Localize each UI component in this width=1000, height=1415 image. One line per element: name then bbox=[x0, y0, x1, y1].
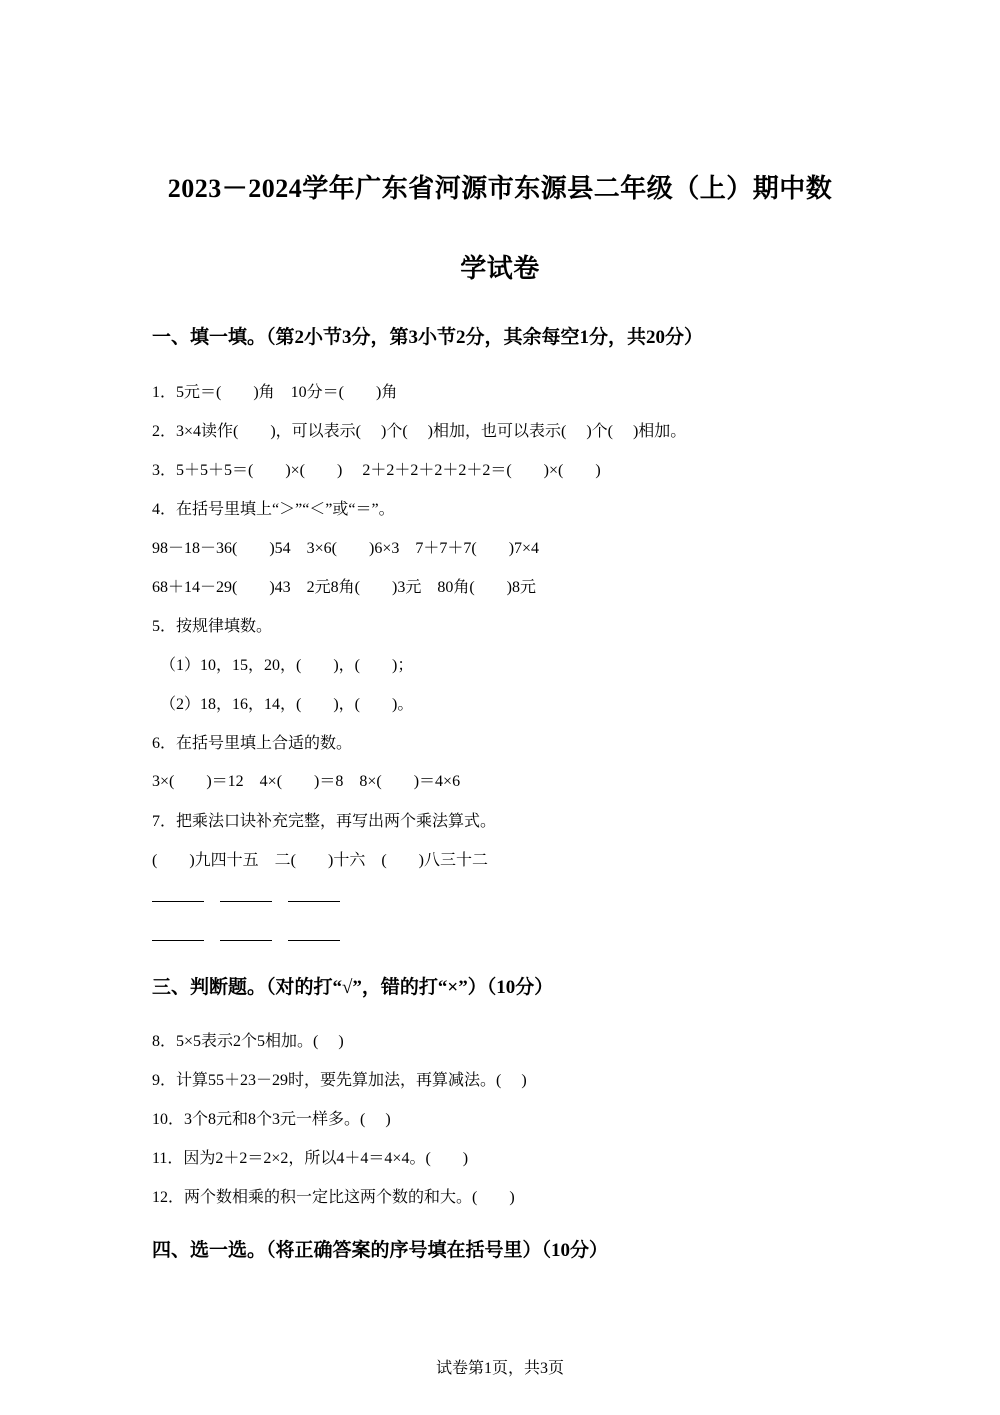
question-1: 1．5元＝( )角 10分＝( )角 bbox=[152, 384, 398, 401]
answer-blank[interactable] bbox=[288, 940, 340, 941]
question-4: 4．在括号里填上“＞”“＜”或“＝”。 bbox=[152, 501, 395, 518]
question-7-row: ( )九四十五 二( )十六 ( )八三十二 bbox=[152, 852, 488, 869]
question-12: 12．两个数相乘的积一定比这两个数的和大。( ) bbox=[152, 1189, 515, 1206]
question-5-part-2: （2）18，16，14，( )，( )。 bbox=[160, 696, 414, 713]
section-true-false-heading: 三、判断题。（对的打“√”，错的打“×”）（10分） bbox=[152, 977, 554, 998]
answer-blank[interactable] bbox=[152, 940, 204, 941]
answer-blank[interactable] bbox=[220, 901, 272, 902]
answer-blank[interactable] bbox=[220, 940, 272, 941]
question-6-row: 3×( )＝12 4×( )＝8 8×( )＝4×6 bbox=[152, 773, 461, 790]
question-5-part-1: （1）10，15，20，( )，( )； bbox=[160, 657, 414, 674]
answer-blank[interactable] bbox=[152, 901, 204, 902]
question-6: 6．在括号里填上合适的数。 bbox=[152, 735, 353, 752]
question-2: 2．3×4读作( )，可以表示( )个( )相加，也可以表示( )个( )相加。 bbox=[152, 423, 687, 440]
title-line-1: 2023－2024学年广东省河源市东源县二年级（上）期中数 bbox=[167, 174, 833, 203]
question-10: 10．3个8元和8个3元一样多。( ) bbox=[152, 1111, 391, 1128]
page-footer: 试卷第1页，共3页 bbox=[435, 1360, 564, 1377]
section-multiple-choice-heading: 四、选一选。（将正确答案的序号填在括号里）（10分） bbox=[152, 1240, 609, 1261]
answer-blank[interactable] bbox=[288, 901, 340, 902]
question-3: 3．5＋5＋5＝( )×( ) 2＋2＋2＋2＋2＋2＝( )×( ) bbox=[152, 462, 601, 479]
question-8: 8．5×5表示2个5相加。( ) bbox=[152, 1033, 344, 1050]
question-7: 7．把乘法口诀补充完整，再写出两个乘法算式。 bbox=[152, 813, 497, 830]
section-fill-in-heading: 一、填一填。（第2小节3分，第3小节2分，其余每空1分，共20分） bbox=[152, 327, 704, 348]
question-4-row-1: 98－18－36( )54 3×6( )6×3 7＋7＋7( )7×4 bbox=[152, 540, 540, 557]
question-5: 5．按规律填数。 bbox=[152, 618, 273, 635]
title-line-2: 学试卷 bbox=[460, 254, 540, 283]
question-9: 9．计算55＋23－29时，要先算加法，再算减法。( ) bbox=[152, 1072, 527, 1089]
question-4-row-2: 68＋14－29( )43 2元8角( )3元 80角( )8元 bbox=[152, 579, 536, 596]
question-11: 11．因为2＋2＝2×2，所以4＋4＝4×4。( ) bbox=[152, 1150, 469, 1167]
